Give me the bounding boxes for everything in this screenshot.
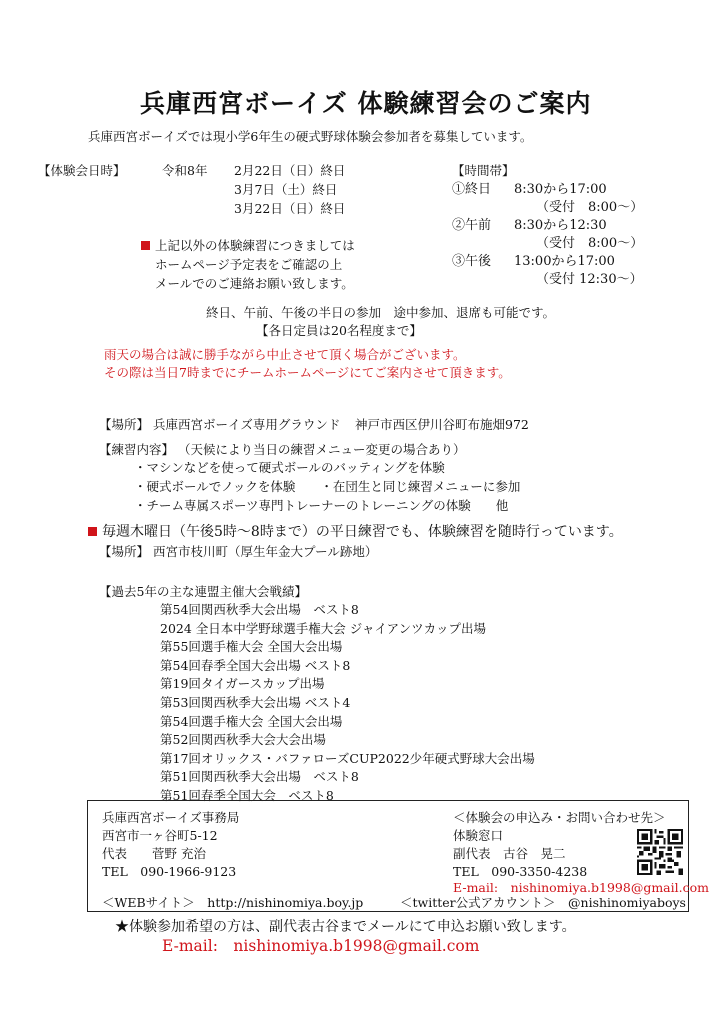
red-square-icon	[141, 241, 150, 250]
footer-email-link[interactable]: E-mail: nishinomiya.b1998@gmail.com	[162, 937, 480, 955]
notice-line: メールでのご連絡お願い致します。	[155, 276, 354, 291]
footer-message: ★体験参加希望の方は、副代表古谷までメールにて申込お願い致します。	[115, 919, 576, 935]
location-name: 兵庫西宮ボーイズ専用グラウンド	[153, 417, 341, 432]
time-slot-name: ①終日	[452, 182, 492, 197]
rain-notice: 雨天の場合は誠に勝手ながら中止させて頂く場合がございます。	[104, 347, 466, 362]
weekly-location-label: 【場所】	[99, 544, 150, 559]
schedule-era: 令和8年	[162, 163, 208, 178]
weekly-location: 西宮市枝川町（厚生年金大プール跡地）	[153, 544, 378, 559]
time-slot-time: 13:00から17:00	[514, 254, 615, 269]
office-address: 西宮市一ヶ谷町5-12	[102, 828, 218, 843]
location-label: 【場所】	[99, 417, 150, 432]
result-item: 第53回関西秋季大会出場 ベスト4	[160, 694, 351, 710]
time-slot-time: 8:30から12:30	[514, 218, 607, 233]
capacity-text: 【各日定員は20名程度まで】	[256, 323, 422, 338]
notice-line: 上記以外の体験練習につきましては	[155, 238, 355, 253]
result-item: 2024 全日本中学野球選手権大会 ジャイアンツカップ出場	[160, 620, 487, 636]
office-tel: TEL 090-1966-9123	[102, 864, 237, 879]
office-name: 兵庫西宮ボーイズ事務局	[102, 810, 240, 825]
result-item: 第19回タイガースカップ出場	[160, 676, 325, 692]
result-item: 第55回選手権大会 全国大会出場	[160, 639, 343, 655]
time-slot-name: ③午後	[452, 254, 492, 269]
intro-text: 兵庫西宮ボーイズでは現小学6年生の硬式野球体験会参加者を募集しています。	[88, 129, 533, 144]
schedule-date: 3月22日（日）終日	[234, 201, 346, 216]
result-item: 第17回オリックス・バファローズCUP2022少年硬式野球大会出場	[160, 750, 535, 766]
result-item: 第54回選手権大会 全国大会出場	[160, 713, 343, 729]
result-item: 第54回関西秋季大会出場 ベスト8	[160, 602, 359, 617]
time-slot-name: ②午前	[452, 218, 492, 233]
content-item: ・硬式ボールでノックを体験 ・在団生と同じ練習メニューに参加	[134, 479, 521, 494]
schedule-label: 【体験会日時】	[38, 163, 126, 178]
content-item: ・チーム専属スポーツ専門トレーナーのトレーニングの体験 他	[134, 498, 509, 513]
schedule-dates	[234, 162, 345, 219]
contact-vice: 副代表 古谷 晃二	[453, 846, 566, 861]
weekly-practice-text: 毎週木曜日（午後5時～8時まで）の平日練習でも、体験練習を随時行っています。	[102, 524, 623, 540]
content-item: ・マシンなどを使って硬式ボールのバッティングを体験	[134, 460, 445, 475]
rain-notice: その際は当日7時までにチームホームページにてご案内させて頂きます。	[104, 365, 511, 380]
twitter-link[interactable]: ＜twitter公式アカウント＞ @nishinomiyaboys	[400, 895, 686, 910]
schedule-date: 3月7日（土）終日	[234, 182, 338, 197]
result-item: 第52回関西秋季大会大会出場	[160, 732, 326, 748]
content-label: 【練習内容】	[99, 442, 175, 457]
participation-text: 終日、午前、午後の半日の参加 途中参加、退席も可能です。	[206, 305, 556, 320]
location-address: 神戸市西区伊川谷町布施畑972	[355, 417, 529, 432]
time-slot-reception: （受付 8:00～）	[536, 236, 644, 251]
content-note: （天候により当日の練習メニュー変更の場合あり）	[178, 442, 466, 457]
contact-heading: ＜体験会の申込み・お問い合わせ先＞	[453, 810, 666, 825]
content-items	[134, 459, 520, 516]
result-item: 第51回春季全国大会 ベスト8	[160, 787, 334, 803]
red-square-icon	[88, 527, 97, 536]
contact-tel: TEL 090-3350-4238	[453, 864, 588, 879]
office-rep: 代表 菅野 充治	[102, 846, 206, 861]
notice-line: ホームページ予定表をご確認の上	[155, 257, 343, 272]
times-label: 【時間帯】	[452, 163, 515, 178]
page-title: 兵庫西宮ボーイズ 体験練習会のご案内	[140, 89, 592, 118]
time-slot-reception: （受付 12:30～）	[536, 272, 643, 287]
contact-window: 体験窓口	[453, 828, 504, 843]
weekly-practice	[88, 523, 623, 541]
time-slot-time: 8:30から17:00	[514, 182, 607, 197]
contact-email-link[interactable]: E-mail: nishinomiya.b1998@gmail.com	[453, 880, 709, 895]
web-site-link[interactable]: ＜WEBサイト＞ http://nishinomiya.boy.jp	[102, 895, 364, 910]
results-list	[160, 601, 535, 806]
result-item: 第51回関西秋季大会出場 ベスト8	[160, 769, 359, 785]
schedule-date: 2月22日（日）終日	[234, 163, 346, 178]
notice-block	[141, 237, 355, 294]
results-label: 【過去5年の主な連盟主催大会戦績】	[99, 584, 307, 599]
result-item: 第54回春季全国大会出場 ベスト8	[160, 657, 351, 673]
qr-code-icon	[637, 829, 683, 875]
time-slot-reception: （受付 8:00～）	[536, 200, 644, 215]
